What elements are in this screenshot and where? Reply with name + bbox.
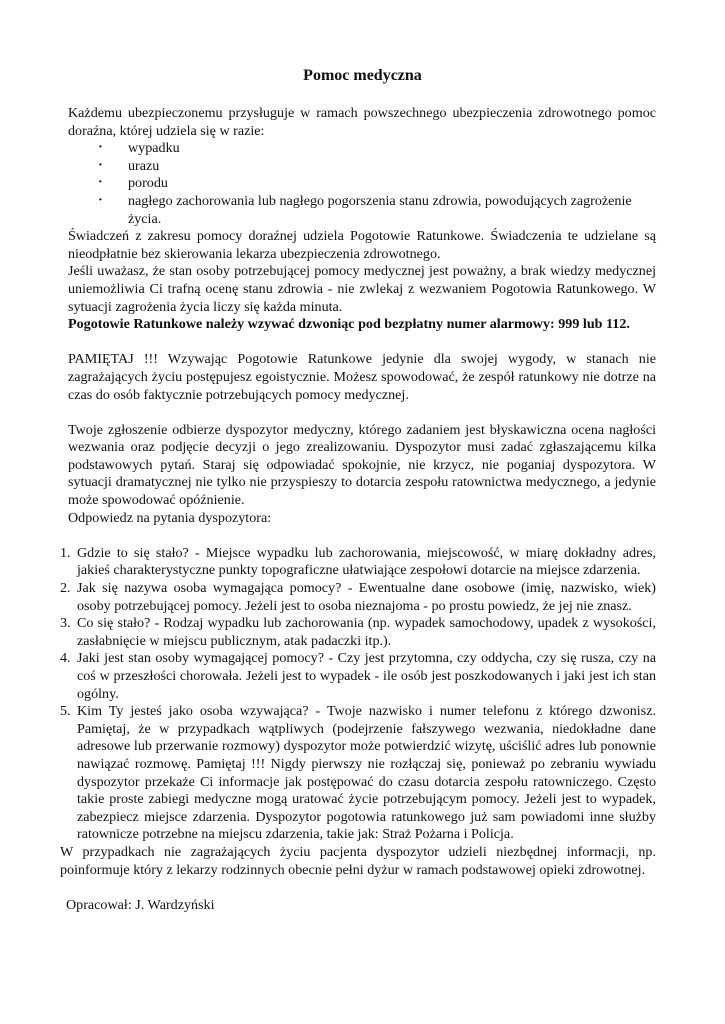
intro-paragraph: Każdemu ubezpieczonemu przysługuje w ramach powszechnego ubezpieczenia zdrowotnego pomoc doraźna, której udziela się w razie:: [68, 105, 656, 139]
list-item: Co się stało? - Rodzaj wypadku lub zachorowania (np. wypadek samochodowy, upadek z wysokości, zasłabnięcie w miejscu publicznym, atak padaczki itp.).: [77, 615, 656, 649]
dispatcher-questions-list: [60, 545, 656, 844]
list-item: · porodu: [98, 175, 656, 193]
dispatcher-paragraph: Twoje zgłoszenie odbierze dyspozytor medyczny, którego zadaniem jest błyskawiczna ocena nagłości wezwania oraz podjęcie decyzji o jego zrealizowaniu. Dyspozytor musi zadać zgłaszającemu kilka podstawowych pytań. Staraj się odpowiadać spokojnie, nie krzycz, nie poganiaj dyspozytora. W sytuacji dramatycznej nie tylko nie przyspieszy to dotarcia zespołu ratownictwa medycznego, a jedynie może spowodować opóźnienie.: [68, 421, 656, 509]
list-item: Gdzie to się stało? - Miejsce wypadku lub zachorowania, miejscowość, w miarę dokładny adres, jakieś charakterystyczne punkty topograficzne ułatwiające zespołowi dotarcie na miejsce zdarzenia.: [77, 544, 656, 579]
non-urgent-paragraph: W przypadkach nie zagrażających życiu pacjenta dyspozytor udzieli niezbędnej informacji, np. poinformuje który z lekarzy rodzinnych obecnie pełni dyżur w ramach podstawowej opieki zdrowotnej.: [60, 843, 656, 878]
answers-heading: Odpowiedz na pytania dyspozytora:: [68, 509, 272, 526]
list-item: Jak się nazywa osoba wymagająca pomocy? - Ewentualne dane osobowe (imię, nazwisko, wiek) osoby potrzebującej pomocy. Jeżeli jest to osoba nieznajoma - po prostu powiedz, że jej nie znasz.: [77, 580, 656, 614]
page-title: Pomoc medyczna: [303, 67, 422, 84]
list-item: Kim Ty jesteś jako osoba wzywająca? - Twoje nazwisko i numer telefonu z którego dzwonisz. Pamiętaj, że w przypadkach wątpliwych (podejrzenie fałszywego wezwania, niedokładne dane adresowe lub przerwanie rozmowy) dyspozytor może potwierdzić wizytę, uściślić adres lub ponownie nawiązać rozmowę. Pamiętaj !!! Nigdy pierwszy nie rozłączaj się, ponieważ po zebraniu wywiadu dyspozytor przekaże Ci informacje jak postępować do czasu dotarcia zespołu ratowniczego. Często takie proste zabiegi medyczne mogą uratować życie potrzebującym pomocy. Jeżeli jest to wypadek, zabezpiecz miejsce zdarzenia. Dyspozytor pogotowia ratunkowego już sam powiadomi inne służby ratownicze potrzebne na miejscu zdarzenia, takie jak: Straż Pożarna i Policja.: [77, 703, 656, 843]
alarm-number-paragraph: Pogotowie Ratunkowe należy wzywać dzwoniąc pod bezpłatny numer alarmowy: 999 lub 112.: [68, 316, 630, 333]
services-paragraph: Świadczeń z zakresu pomocy doraźnej udziela Pogotowie Ratunkowe. Świadczenia te udzielane są nieodpłatnie bez skierowania lekarza ubezpieczenia zdrowotnego.: [68, 228, 656, 262]
document-body: [60, 105, 656, 914]
list-item: · wypadku: [98, 140, 656, 158]
list-item: Jaki jest stan osoby wymagającej pomocy? - Czy jest przytomna, czy oddycha, czy się rusza, czy na coś w przeszłości chorowała. Jeżeli jest to wypadek - ile osób jest poszkodowanych i jaki jest ich stan ogólny.: [77, 650, 656, 702]
author-signature: Opracował: J. Wardzyński: [66, 896, 215, 913]
list-item: · urazu: [98, 158, 656, 176]
list-item: · nagłego zachorowania lub nagłego pogorszenia stanu zdrowia, powodujących zagrożenie życia.: [98, 193, 656, 228]
serious-condition-paragraph: Jeśli uważasz, że stan osoby potrzebującej pomocy medycznej jest poważny, a brak wiedzy medycznej uniemożliwia Ci trafną ocenę stanu zdrowia - nie zwlekaj z wezwaniem Pogotowia Ratunkowego. W sytuacji zagrożenia życia liczy się każda minuta.: [68, 263, 656, 315]
emergency-cases-list: [68, 140, 656, 228]
remember-paragraph: PAMIĘTAJ !!! Wzywając Pogotowie Ratunkowe jedynie dla swojej wygody, w stanach nie zagrażających życiu postępujesz egoistycznie. Możesz spowodować, że zespół ratunkowy nie dotrze na czas do osób faktycznie potrzebujących pomocy medycznej.: [68, 351, 656, 403]
